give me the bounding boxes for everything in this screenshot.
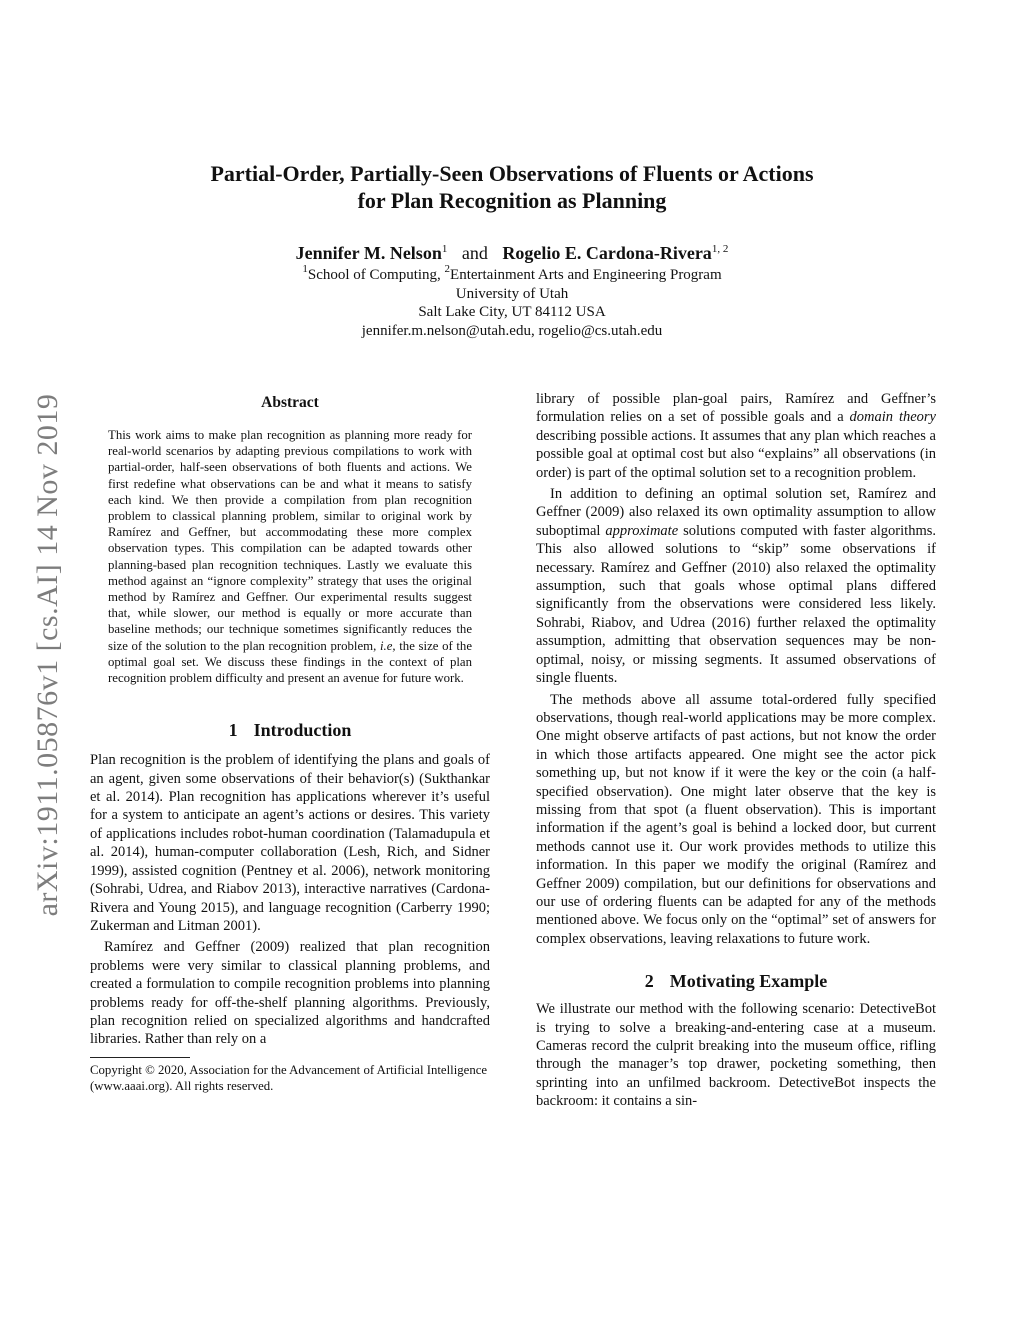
section-1-heading xyxy=(90,719,490,741)
right-paragraph-1-b: describing possible actions. It assumes that any plan which reaches a possible goal at optimal cost but also “explains” all observations (in order) is part of the optimal solution set to a recognition problem. xyxy=(536,427,936,481)
affiliation-mark-2: 2 xyxy=(444,263,451,275)
paper-title xyxy=(90,160,934,214)
abstract-ie: i.e, xyxy=(379,638,396,653)
section-1-number: 1 xyxy=(228,720,238,741)
abstract-text xyxy=(108,427,472,686)
author-1-affiliation-mark: 1 xyxy=(441,243,448,255)
author-emails[interactable]: jennifer.m.nelson@utah.edu, rogelio@cs.utah.edu xyxy=(361,322,663,339)
author-2-name: Rogelio E. Cardona-Rivera xyxy=(502,243,712,263)
abstract-part-2: the size of the optimal goal set. We discuss these findings in the context of plan recognition problem difficulty and present an avenue for future work. xyxy=(108,638,473,686)
author-conjunction: and xyxy=(461,243,488,263)
affiliation-departments xyxy=(90,263,934,285)
affiliation-block xyxy=(90,263,934,340)
right-paragraph-1 xyxy=(536,390,936,482)
footnote-divider xyxy=(90,1057,190,1058)
affiliation-city: Salt Lake City, UT 84112 USA xyxy=(418,304,606,321)
author-2-affiliation-mark: 1, 2 xyxy=(711,243,729,255)
affiliation-mark-1: 1 xyxy=(302,263,308,275)
right-paragraph-2-emphasis: approximate xyxy=(605,522,679,539)
intro-paragraph-2: Ramírez and Geffner (2009) realized that plan recognition problems were very similar to classical planning problems, and created a formulation to compile recognition problems into planning problems ready for off-the-shelf planning algorithms. Previously, plan recognition relied on specialized algorithms and handcrafted libraries. Rather than rely on a xyxy=(90,939,490,1048)
section-2-number: 2 xyxy=(644,971,654,992)
author-list xyxy=(90,241,934,265)
right-paragraph-2 xyxy=(536,485,936,687)
title-line-2: for Plan Recognition as Planning xyxy=(357,188,667,213)
affiliation-program: Entertainment Arts and Engineering Program xyxy=(450,267,722,283)
title-line-1: Partial-Order, Partially-Seen Observations of Fluents or Actions xyxy=(210,161,814,186)
arxiv-identifier-stamp[interactable]: arXiv:1911.05876v1 [cs.AI] 14 Nov 2019 xyxy=(31,393,64,917)
intro-paragraph-1: Plan recognition is the problem of identifying the plans and goals of an agent, given some observations of their behavior(s) (Sukthankar et al. 2014). Plan recognition has applications wherever it’s useful for a system to anticipate an agent’s actions or desires. This variety of applications includes robot-human coordination (Talamadupula et al. 2014), human-computer collaboration (Lesh, Rich, and Sidner 1999), assisted cognition (Pentney et al. 2006), network monitoring (Sohrabi, Udrea, and Riabov 2013), interactive narratives (Cardona-Rivera and Young 2015), and language recognition (Carberry 1990; Zukerman and Litman 2001). xyxy=(90,752,490,934)
right-paragraph-1-emphasis: domain theory xyxy=(849,409,936,426)
author-1-name: Jennifer M. Nelson xyxy=(295,243,442,263)
motivating-paragraph-1: We illustrate our method with the following scenario: DetectiveBot is trying to solve a breaking-and-entering case at a museum. Cameras record the culprit breaking into the museum office, rifling through the manager’s top drawer, pocketing something, then sprinting into an unfilmed backroom. DetectiveBot inspects the backroom: it contains a sin- xyxy=(536,1001,936,1110)
section-1-title: Introduction xyxy=(253,720,352,741)
left-column xyxy=(90,393,490,1094)
right-paragraph-1-a: library of possible plan-goal pairs, Ramírez and Geffner’s formulation relies on a set of possible goals and a xyxy=(536,391,936,426)
abstract-heading: Abstract xyxy=(261,394,319,411)
right-column xyxy=(536,390,936,1111)
section-2-heading xyxy=(536,970,936,992)
right-paragraph-2-a: In addition to defining an optimal solution set, Ramírez and Geffner (2009) also relaxed its own optimality assumption to allow suboptimal xyxy=(536,486,936,539)
right-paragraph-3: The methods above all assume total-ordered fully specified observations, though real-world applications may be more complex. One might observe artifacts of past actions, but not know the order in which those artifacts appeared. One might see the actor pick something up, but not know if it were the key or the coin (a half-specified observation). One might later observe that the key is missing from that spot (a fluent observation). This is important information if the agent’s goal is behind a locked door, but current methods cannot use it. Our work provides methods to utilize this information. In this paper we modify the original (Ramírez and Geffner 2009) compilation, but our definitions for observations and our use of ordering fluents can be adapted for any of the methods mentioned above. We focus only on the “optimal” set of answers for complex observations, leaving relaxations to future work. xyxy=(536,691,936,947)
copyright-footnote: Copyright © 2020, Association for the Advancement of Artificial Intelligence (www.aaai.org). All rights reserved. xyxy=(90,1062,488,1093)
right-paragraph-2-b: solutions computed with faster algorithms. This also allowed solutions to “skip” some observations if necessary. Ramírez and Geffner (2010) also relaxed the optimality assumption, such that goals whose optimal plans differed significantly from the observations were considered less likely. Sohrabi, Riabov, and Udrea (2016) further relaxed the optimality assumption, admitting that observation sequences may be non-optimal, noisy, or missing segments. It assumed observations of single fluents. xyxy=(536,522,936,687)
abstract-part-1: This work aims to make plan recognition as planning more ready for real-world scenarios by adapting previous compilations to work with partial-order, half-seen observations of both fluents and actions. We first redefine what observations can be and what it means to satisfy each kind. We then provide a compilation from plan recognition problem to classical planning problem, similar to original work by Ramírez and Geffner, but accommodating these more complex observation types. This compilation can be adapted towards other planning-based plan recognition techniques. Lastly we evaluate this method against an “ignore complexity” strategy that uses the original method by Ramírez and Geffner. Our experimental results suggest that, while slower, our method is equally or more accurate than baseline methods; our technique sometimes significantly reduces the size of the solution to the plan recognition problem, xyxy=(108,428,472,653)
affiliation-school: School of Computing, xyxy=(307,267,445,283)
affiliation-university: University of Utah xyxy=(455,285,569,302)
section-2-title: Motivating Example xyxy=(669,971,828,992)
